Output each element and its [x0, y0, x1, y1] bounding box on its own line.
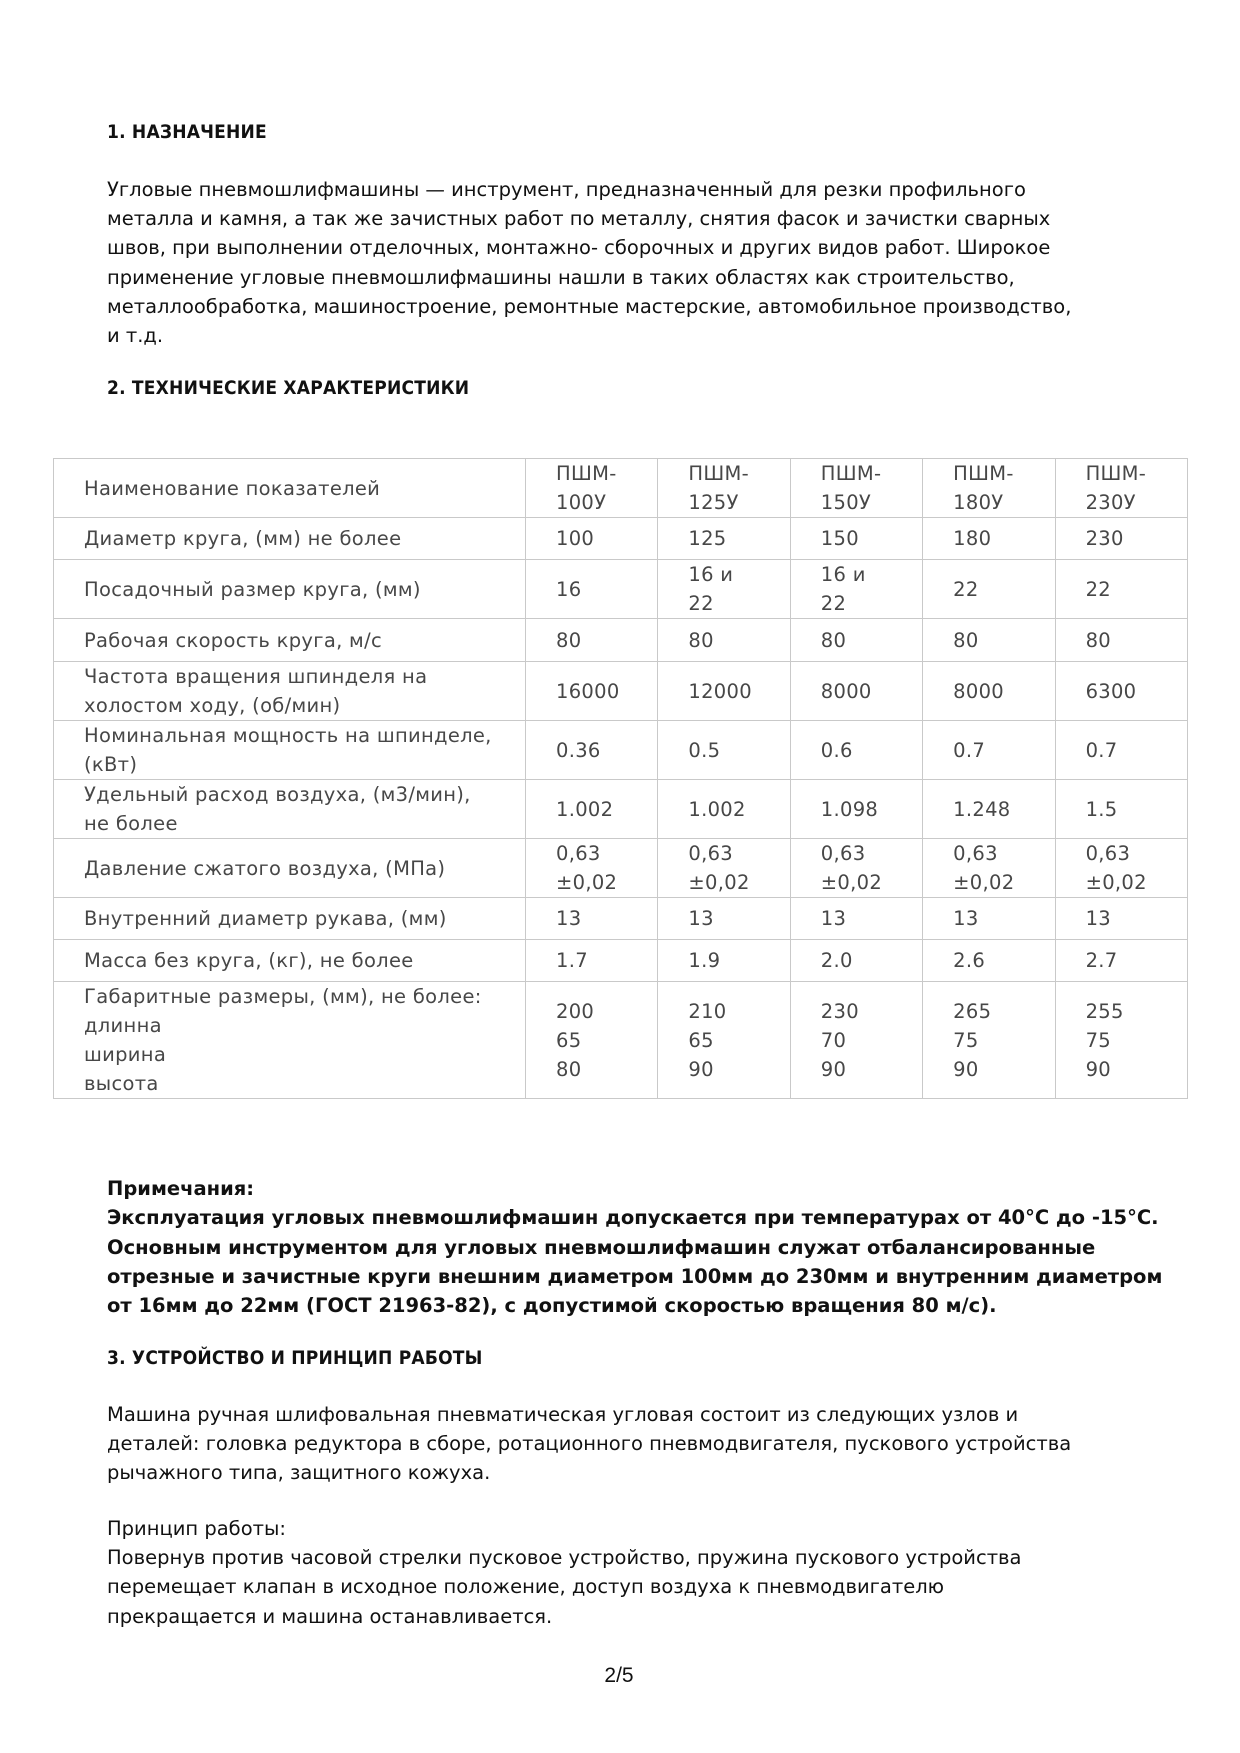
section-2-heading: 2. ТЕХНИЧЕСКИЕ ХАРАКТЕРИСТИКИ [107, 377, 470, 399]
table-row [54, 560, 1188, 619]
text-line: Машина ручная шлифовальная пневматическая угловая состоит из следующих узлов и [107, 1403, 1019, 1426]
table-row [54, 619, 1188, 662]
table-row [54, 518, 1188, 560]
table-cell: 0,63 ±0,02 [790, 839, 922, 898]
specifications-table [53, 458, 1188, 1099]
row-label: Масса без круга, (кг), не более [54, 940, 526, 982]
row-label: Удельный расход воздуха, (м3/мин), не более [54, 780, 526, 839]
table-cell: 80 [526, 619, 658, 662]
table-row [54, 662, 1188, 721]
table-cell: 100 [526, 518, 658, 560]
row-label: Габаритные размеры, (мм), не более: длинна ширина высота [54, 982, 526, 1099]
section-1-paragraph [107, 175, 1137, 350]
table-cell: 0,63 ±0,02 [1055, 839, 1187, 898]
table-cell: 1.9 [658, 940, 790, 982]
table-cell: 16 и 22 [790, 560, 922, 619]
table-row [54, 839, 1188, 898]
row-label: Частота вращения шпинделя на холостом ходу, (об/мин) [54, 662, 526, 721]
table-header-row [54, 459, 1188, 518]
table-cell: 8000 [790, 662, 922, 721]
section-3-paragraph-2 [107, 1514, 1137, 1631]
table-cell: 8000 [923, 662, 1055, 721]
table-cell: 13 [790, 898, 922, 940]
section-1-heading: 1. НАЗНАЧЕНИЕ [107, 121, 267, 143]
table-cell: 1.7 [526, 940, 658, 982]
table-cell: 1.5 [1055, 780, 1187, 839]
table-cell: 1.248 [923, 780, 1055, 839]
row-label: Номинальная мощность на шпинделе, (кВт) [54, 721, 526, 780]
text-line: швов, при выполнении отделочных, монтажно- сборочных и других видов работ. Широкое [107, 236, 1051, 260]
text-line: применение угловые пневмошлифмашины нашли в таких областях как строительство, [107, 265, 1015, 289]
notes-block [107, 1174, 1162, 1320]
table-row [54, 898, 1188, 940]
table-cell: 230 70 90 [790, 982, 922, 1099]
table-cell: 0,63 ±0,02 [526, 839, 658, 898]
page-number [0, 1664, 1240, 1688]
table-cell: 265 75 90 [923, 982, 1055, 1099]
table-cell: 22 [1055, 560, 1187, 619]
row-label: Давление сжатого воздуха, (МПа) [54, 839, 526, 898]
table-cell: 13 [923, 898, 1055, 940]
table-cell: 255 75 90 [1055, 982, 1187, 1099]
text-line: рычажного типа, защитного кожуха. [107, 1461, 491, 1485]
table-cell: 12000 [658, 662, 790, 721]
table-cell: 16 [526, 560, 658, 619]
table-cell: 6300 [1055, 662, 1187, 721]
column-header-name: Наименование показателей [54, 459, 526, 518]
table-cell: 0.36 [526, 721, 658, 780]
table-cell: 210 65 90 [658, 982, 790, 1099]
table-cell: 16 и 22 [658, 560, 790, 619]
column-header-model: ПШМ- 150У [790, 459, 922, 518]
table-cell: 200 65 80 [526, 982, 658, 1099]
text-line: Угловые пневмошлифмашины — инструмент, предназначенный для резки профильного [107, 178, 1026, 201]
text-line: Повернув против часовой стрелки пусковое устройство, пружина пускового устройства [107, 1546, 1022, 1570]
table-row [54, 940, 1188, 982]
table-cell: 16000 [526, 662, 658, 721]
row-label: Посадочный размер круга, (мм) [54, 560, 526, 619]
table-cell: 80 [923, 619, 1055, 662]
table-row [54, 780, 1188, 839]
table-cell: 0,63 ±0,02 [923, 839, 1055, 898]
text-line: Основным инструментом для угловых пневмошлифмашин служат отбалансированные [107, 1235, 1096, 1259]
table-cell: 80 [658, 619, 790, 662]
text-line: от 16мм до 22мм (ГОСТ 21963-82), с допустимой скоростью вращения 80 м/с). [107, 1294, 997, 1318]
table-cell: 1.002 [526, 780, 658, 839]
table-cell: 2.7 [1055, 940, 1187, 982]
table-cell: 125 [658, 518, 790, 560]
table-row [54, 721, 1188, 780]
table-cell: 180 [923, 518, 1055, 560]
table-row [54, 982, 1188, 1099]
table-cell: 22 [923, 560, 1055, 619]
section-3-heading: 3. УСТРОЙСТВО И ПРИНЦИП РАБОТЫ [107, 1347, 483, 1369]
row-label: Диаметр круга, (мм) не более [54, 518, 526, 560]
paragraph-subtitle: Принцип работы: [107, 1517, 286, 1540]
text-line: деталей: головка редуктора в сборе, ротационного пневмодвигателя, пускового устройства [107, 1432, 1072, 1456]
table-cell: 1.098 [790, 780, 922, 839]
page-number-text: 2/5 [604, 1664, 634, 1687]
table-cell: 80 [1055, 619, 1187, 662]
text-line: металла и камня, а так же зачистных работ по металлу, снятия фасок и зачистки сварных [107, 207, 1051, 231]
column-header-model: ПШМ- 100У [526, 459, 658, 518]
table-cell: 0.6 [790, 721, 922, 780]
table-cell: 2.6 [923, 940, 1055, 982]
text-line: и т.д. [107, 324, 164, 348]
column-header-model: ПШМ- 180У [923, 459, 1055, 518]
table-cell: 13 [526, 898, 658, 940]
column-header-model: ПШМ- 230У [1055, 459, 1187, 518]
text-line: металлообработка, машиностроение, ремонтные мастерские, автомобильное производство, [107, 294, 1072, 318]
table-cell: 230 [1055, 518, 1187, 560]
table-cell: 1.002 [658, 780, 790, 839]
table-cell: 2.0 [790, 940, 922, 982]
section-3-paragraph-1 [107, 1400, 1137, 1488]
text-line: отрезные и зачистные круги внешним диаметром 100мм до 230мм и внутренним диаметром [107, 1264, 1163, 1288]
notes-title: Примечания: [107, 1177, 255, 1200]
table-cell: 13 [658, 898, 790, 940]
table-cell: 80 [790, 619, 922, 662]
text-line: Эксплуатация угловых пневмошлифмашин допускается при температурах от 40°С до -15°С. [107, 1206, 1159, 1230]
row-label: Внутренний диаметр рукава, (мм) [54, 898, 526, 940]
table-cell: 0.5 [658, 721, 790, 780]
column-header-model: ПШМ- 125У [658, 459, 790, 518]
table-cell: 150 [790, 518, 922, 560]
table-cell: 0.7 [1055, 721, 1187, 780]
text-line: перемещает клапан в исходное положение, доступ воздуха к пневмодвигателю [107, 1575, 945, 1599]
table-cell: 0,63 ±0,02 [658, 839, 790, 898]
text-line: прекращается и машина останавливается. [107, 1604, 553, 1628]
table-cell: 13 [1055, 898, 1187, 940]
row-label: Рабочая скорость круга, м/с [54, 619, 526, 662]
table-cell: 0.7 [923, 721, 1055, 780]
